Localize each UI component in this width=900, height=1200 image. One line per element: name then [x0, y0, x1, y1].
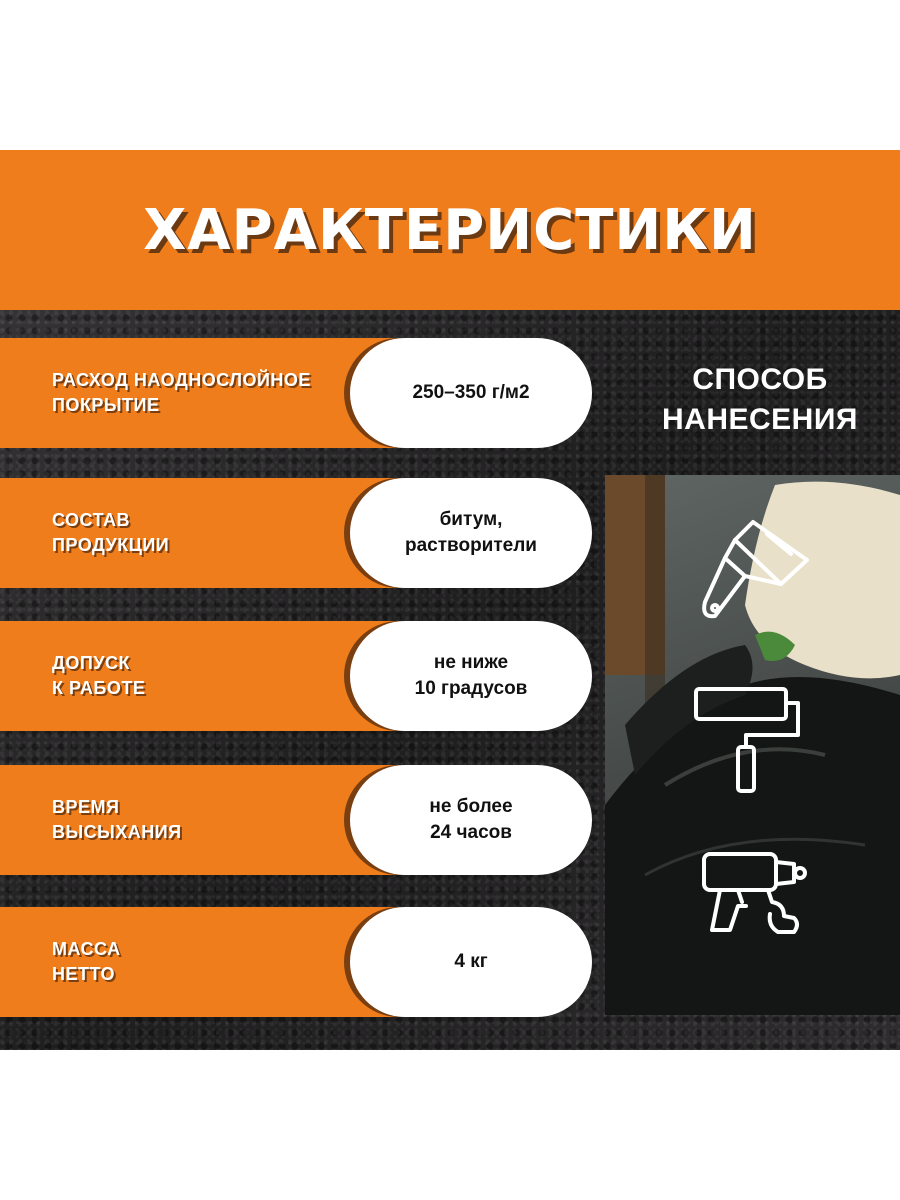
roller-icon: [688, 683, 808, 803]
spec-label: ДОПУСК К РАБОТЕ: [52, 653, 146, 698]
spec-value-pill: [350, 907, 592, 1017]
spec-row-net-weight: [0, 907, 395, 1017]
spec-value: битум, растворители: [405, 509, 537, 556]
spec-value: не ниже 10 градусов: [414, 652, 528, 699]
spec-row-temperature: [0, 621, 395, 731]
spec-value-pill: [350, 478, 592, 588]
spec-row-composition: [0, 478, 395, 588]
spec-value-pill: [350, 621, 592, 731]
spec-value-pill: [350, 338, 592, 448]
spec-value-pill: [350, 765, 592, 875]
brush-icon: [695, 510, 815, 635]
spec-label: МАССА НЕТТО: [52, 939, 121, 984]
page-title: ХАРАКТЕРИСТИКИ: [143, 198, 757, 263]
header-banner: [0, 150, 900, 310]
spray-gun-icon: [698, 846, 813, 946]
spec-label: РАСХОД НАОДНОСЛОЙНОЕ ПОКРЫТИЕ: [52, 370, 311, 415]
spec-label: ВРЕМЯ ВЫСЫХАНИЯ: [52, 797, 182, 842]
spec-row-consumption: [0, 338, 395, 448]
spec-value: не более 24 часов: [429, 796, 513, 843]
application-method-title: СПОСОБ НАНЕСЕНИЯ: [662, 363, 858, 436]
spec-value: 250–350 г/м2: [412, 382, 530, 403]
spec-label: СОСТАВ ПРОДУКЦИИ: [52, 510, 170, 555]
spec-value: 4 кг: [454, 951, 488, 972]
spec-row-drying-time: [0, 765, 395, 875]
